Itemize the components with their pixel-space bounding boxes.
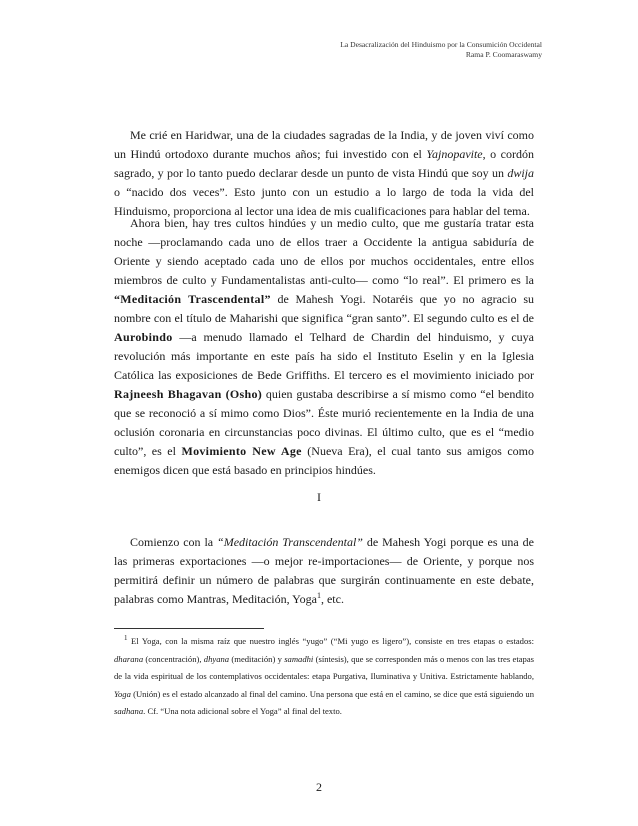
p2-term-rajneesh: Rajneesh Bhagavan (Osho) <box>114 387 263 401</box>
p1-term-dwija: dwija <box>507 166 534 180</box>
p3-text-a: Comienzo con la <box>130 535 218 549</box>
fn-term-sadhana: sadhana <box>114 706 144 716</box>
p3-text-d: , etc. <box>320 592 344 606</box>
fn-term-dhyana: dhyana <box>203 653 230 664</box>
p2-text-a: Ahora bien, hay tres cultos hindúes y un medio culto, que me gustaría tratar esta noche —proclamando cada uno de ellos traer a Occidente la antigua sabiduría de Oriente y siendo aceptado cada uno de ellos por muchos occidentales, entre ellos miembros de culto y Fundamentalistas anti-culto— como “lo real”. El primero es la <box>114 216 534 287</box>
fn-text-i: (Unión) es el estado alcanzado al final del camino. Una persona que está en el camino, se dice que está siguiendo un <box>130 688 534 699</box>
p1-text-c: , o cordón sagrado, y por lo tanto puedo declarar desde un punto de vista Hindú que soy un <box>114 147 534 180</box>
fn-text-c: (concentración), <box>143 653 204 664</box>
fn-text-a: El Yoga, con la misma raíz que nuestro inglés “yugo” (“Mi yugo es ligero”), consiste en tres etapas o estados: <box>127 636 534 646</box>
paragraph-2 <box>114 214 534 480</box>
fn-text-e: (meditación) y <box>229 653 285 664</box>
footnote-number: 1 <box>124 634 128 643</box>
paragraph-3 <box>114 533 534 609</box>
header-title: La Desacralización del Hinduismo por la Consumición Occidental <box>340 40 542 49</box>
footnote <box>114 633 534 721</box>
page-number: 2 <box>316 780 322 794</box>
fn-term-yoga: Yoga <box>114 688 131 699</box>
p1-text-a: Me crié en Haridwar, una de la ciudades sagradas de la India, y de joven viví como un Hindú ortodoxo durante muchos años; fui investido con el <box>114 128 534 161</box>
fn-text-k: . Cf. “Una nota adicional sobre el Yoga” al final del texto. <box>143 706 342 716</box>
footnote-reference[interactable]: 1 <box>316 591 321 600</box>
p1-term-yajnopavite: Yajnopavite <box>426 147 483 161</box>
footnote-divider <box>114 628 264 629</box>
p2-term-aurobindo: Aurobindo <box>114 330 173 344</box>
p2-term-meditacion: “Meditación Trascendental” <box>114 292 271 306</box>
section-heading: I <box>317 490 321 504</box>
fn-term-dharana: dharana <box>114 653 144 664</box>
p3-term-meditacion: “Meditación Transcendental” <box>217 535 363 549</box>
fn-text-g: (síntesis), que se corresponden más o menos con las tres etapas de la vida espiritual de los contemplativos occidentales: etapa Purgativa, Iluminativa y Unitiva. Estrictamente hablando, <box>114 653 534 681</box>
p2-term-new-age: Movimiento New Age <box>181 444 302 458</box>
p2-text-e: —a menudo llamado el Telhard de Chardin del hinduismo, y cuya revolución más importante en este país ha sido el Instituto Eselin y en la Iglesia Católica las exposiciones de Bede Griffiths. El tercero es el movimiento iniciado por <box>114 330 534 382</box>
p2-text-g: quien gustaba describirse a sí mismo como “el bendito que se reconoció a sí mimo como Dios”. Éste murió recientemente en la India de una oclusión coronaria en circunstancias poco divinas. El último culto, que es el “medio culto”, es el <box>114 387 535 458</box>
header-author: Rama P. Coomaraswamy <box>465 50 542 59</box>
p1-text-e: o “nacido dos veces”. Esto junto con un estudio a lo largo de toda la vida del Hinduismo, proporciona al lector una idea de mis cualificaciones para hablar del tema. <box>114 185 534 218</box>
fn-term-samadhi: samadhi <box>284 653 314 664</box>
running-header <box>242 40 542 60</box>
p2-text-c: de Mahesh Yogi. Notaréis que yo no agracio su nombre con el título de Maharishi que significa “gran santo”. El segundo culto es el de <box>114 292 534 325</box>
paragraph-1 <box>114 126 534 221</box>
p2-text-i: (Nueva Era), el cual tanto sus amigos como enemigos dicen que está basado en principios hindúes. <box>114 444 534 477</box>
p3-text-c: de Mahesh Yogi porque es una de las primeras exportaciones —o mejor re-importaciones— de Oriente, y porque nos permitirá definir un número de palabras que surgirán continuamente en este debate, palabras como Mantras, Meditación, Yoga <box>114 535 534 606</box>
